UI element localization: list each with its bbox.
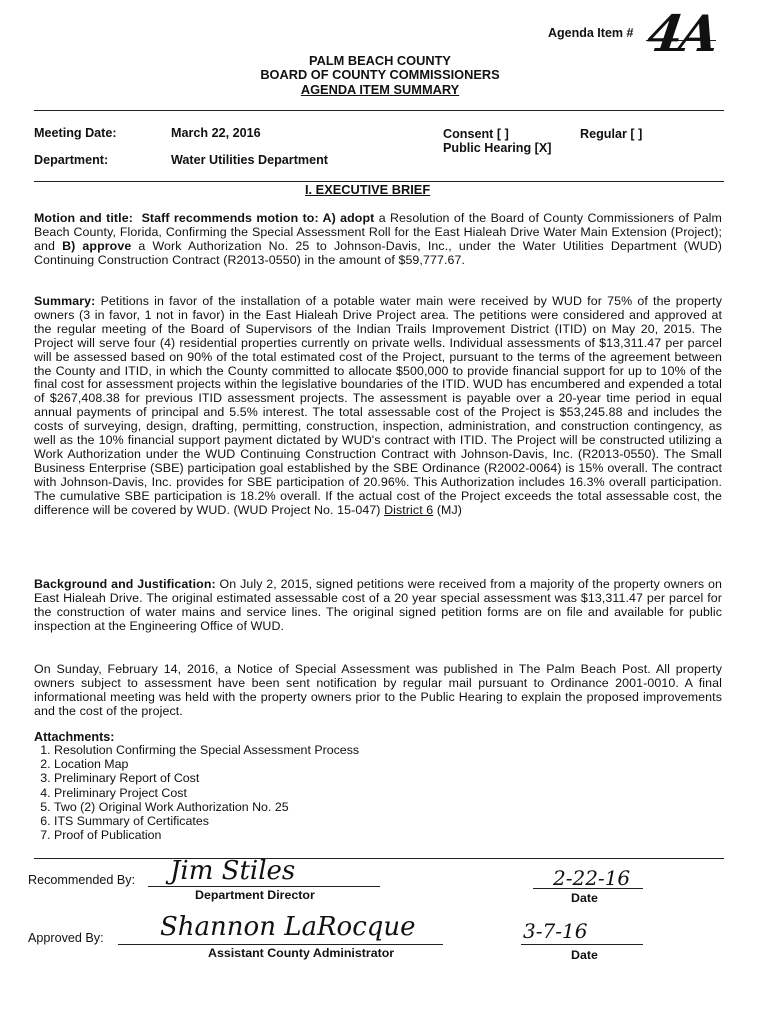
divider-signoff — [34, 858, 724, 859]
notice-paragraph — [34, 663, 722, 719]
background-paragraph — [34, 578, 722, 634]
attachment-item: 7. Proof of Publication — [54, 828, 534, 842]
regular-checkbox: Regular [ ] — [580, 127, 643, 141]
motion-lead: Staff recommends motion to: A) adopt — [141, 211, 375, 225]
attachment-item: 1. Resolution Confirming the Special Assessment Process — [54, 743, 534, 757]
public-hearing-checkbox: Public Hearing [X] — [443, 141, 552, 155]
recommended-date-label: Date — [571, 891, 598, 905]
notice-text: On Sunday, February 14, 2016, a Notice of Special Assessment was published in The Palm Beach Post. All property owners subject to assessment have been sent notification by regular mail pursuant to Ordinance 2001-0010. A final informational meeting was held with the property owners prior to the Public Hearing to explain the proposed improvements and the cost of the project. — [34, 662, 722, 718]
attachment-item: 6. ITS Summary of Certificates — [54, 814, 534, 828]
summary-paragraph — [34, 295, 722, 518]
attachment-item: 2. Location Map — [54, 757, 534, 771]
divider-top — [34, 110, 724, 111]
approved-date-label: Date — [571, 948, 598, 962]
approved-date: 3-7-16 — [523, 919, 588, 943]
approved-sig-line — [118, 944, 443, 945]
recommended-label: Recommended By: — [28, 873, 136, 887]
agenda-item-label: Agenda Item # — [548, 26, 634, 40]
department-label: Department: — [34, 153, 109, 167]
district-link: District 6 — [384, 502, 434, 517]
approved-label: Approved By: — [28, 931, 104, 945]
meeting-date-value: March 22, 2016 — [171, 126, 261, 140]
attachments-label: Attachments: — [34, 730, 115, 744]
motion-paragraph — [34, 212, 722, 268]
agenda-item-number: 4A — [643, 4, 720, 63]
recommended-signature: Jim Stiles — [170, 856, 296, 886]
recommended-title: Department Director — [195, 888, 315, 902]
meeting-date-label: Meeting Date: — [34, 126, 117, 140]
section-title: I. EXECUTIVE BRIEF — [305, 182, 431, 197]
recommended-date: 2-22-16 — [553, 866, 631, 890]
approved-signature: Shannon LaRocque — [160, 912, 416, 942]
consent-checkbox: Consent [ ] — [443, 127, 509, 141]
approved-title: Assistant County Administrator — [208, 946, 395, 960]
recommended-sig-line — [148, 886, 380, 887]
summary-tail: (MJ) — [433, 502, 462, 517]
motion-label: Motion and title: — [34, 211, 133, 225]
motion-text-1: a Resolution of the Board of County Commissioners of Palm Beach County, Florida, Confirming the Special Assessment Roll for the East Hialeah Drive Water Main Extension (Project); and — [34, 211, 722, 253]
approved-date-line — [521, 944, 643, 945]
attachment-item: 3. Preliminary Report of Cost — [54, 771, 534, 785]
attachment-item: 5. Two (2) Original Work Authorization No. 25 — [54, 800, 534, 814]
background-text: On July 2, 2015, signed petitions were received from a majority of the property owners on East Hialeah Drive. The original estimated assessable cost of a 20 year special assessment was $13,311.47 per parcel for the construction of water mains and service lines. The original signed petition forms are on file and available for public inspection at the Engineering Office of WUD. — [34, 577, 723, 633]
org-board: BOARD OF COUNTY COMMISSIONERS — [260, 67, 500, 82]
summary-text: Petitions in favor of the installation of a potable water main were received by WUD for 75% of the property owners (3 in favor, 1 not in favor) in the East Hialeah Drive Project area. The petitions were considered and approved at the regular meeting of the Board of Supervisors of the Indian Trails Improvement District (ITID) on May 20, 2015. The Project will serve four (4) residential properties currently on private wells. Individual assessments of $13,311.47 per parcel will be assessed based on 90% of the total estimated cost of the Project, pursuant to the terms of the agreement between the County and ITID, in which the County committed to allocate $500,000 to provide financial support for up to 10% of the final cost for assessment projects within the legislative boundaries of the ITID. WUD has encumbered and expended a total of $267,408.38 for previous ITID assessment projects. The assessment is payable over a 20-year time period in equal annual payments of principal and 5.5% interest. The total assessable cost of the Project is $53,245.88 and includes the costs of surveying, design, drafting, permitting, construction, inspection, administration, and construction contingency, as well as the 10% financial support payment dictated by WUD's contract with ITID. The Project will be constructed utilizing a Work Authorization under the WUD Continuing Construction Contract with Johnson-Davis, Inc. (R2013-0550). The Small Business Enterprise (SBE) participation goal established by the SBE Ordinance (R2002-0064) is 15% overall. The contract with Johnson-Davis, Inc. provides for SBE participation of 20.96%. This Authorization includes 16.3% overall participation. The cumulative SBE participation is 18.2% overall. If the actual cost of the Project exceeds the total assessable cost, the difference will be covered by WUD. (WUD Project No. 15-047) — [34, 294, 722, 517]
motion-approve: B) approve — [62, 238, 132, 253]
department-value: Water Utilities Department — [171, 153, 328, 167]
attachments-list — [34, 743, 534, 842]
org-name: PALM BEACH COUNTY — [309, 53, 451, 68]
attachment-item: 4. Preliminary Project Cost — [54, 786, 534, 800]
background-label: Background and Justification: — [34, 577, 216, 591]
summary-label: Summary: — [34, 294, 96, 308]
motion-text-2: a Work Authorization No. 25 to Johnson-Davis, Inc., under the Water Utilities Department (WUD) Continuing Construction Contract (R2013-0550) in the amount of $59,777.67. — [34, 238, 722, 267]
doc-title: AGENDA ITEM SUMMARY — [300, 82, 460, 97]
